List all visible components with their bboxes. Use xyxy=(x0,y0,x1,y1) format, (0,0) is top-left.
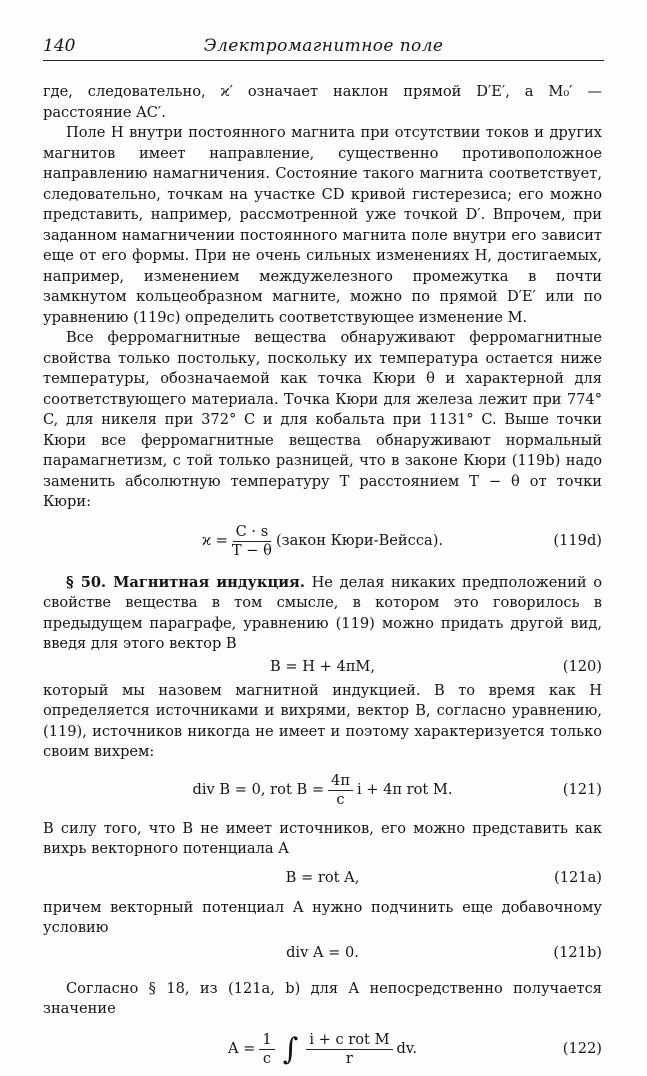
eq-expr: B = rot A, xyxy=(285,869,360,887)
fraction xyxy=(328,772,353,809)
running-title: Электромагнитное поле xyxy=(203,36,444,56)
eq-left: div B = 0, rot B = xyxy=(192,781,325,799)
fraction xyxy=(306,1031,392,1068)
section-text: Не делая никаких предположений о свойстве вещества в том смысле, в котором это говорилось в предыдущем параграфе, уравнению (119) можно придать другой вид, введя для этого вектор B xyxy=(43,573,602,652)
fraction-denominator: c xyxy=(336,791,345,808)
equation-number: (121) xyxy=(562,781,602,799)
paragraph: причем векторный потенциал A нужно подчинить еще добавочному условию xyxy=(43,898,602,936)
fraction-numerator: C · s xyxy=(233,523,272,542)
fraction-denominator: r xyxy=(345,1050,353,1067)
integral-sign: ∫ xyxy=(282,1031,299,1067)
paragraph: который мы назовем магнитной индукцией. В то время как H определяется источниками и вихрями, вектор B, согласно уравнению, (119), источников никогда не имеет и поэтому характеризуется только своим вихрем: xyxy=(43,681,602,760)
equation-119d xyxy=(43,519,602,565)
fraction-denominator: c xyxy=(262,1050,272,1067)
page-header xyxy=(43,34,604,61)
equation-number: (120) xyxy=(562,658,602,676)
equation-121b xyxy=(43,939,602,969)
paragraph: Все ферромагнитные вещества обнаруживают ферромагнитные свойства только постольку, поскольку их температура остается ниже температуры, обозначаемой как точка Кюри θ и характерной для соответствующего материала. Точка Кюри для железа лежит при 774° C, для никеля при 372° C и для кобальта при 1131° C. Выше точки Кюри все ферромагнитные вещества обнаруживают нормальный парамагнетизм, с той только разницей, что в законе Кюри (119b) надо заменить абсолютную температуру T расстоянием T − θ от точки Кюри: xyxy=(43,329,602,510)
page-number: 140 xyxy=(43,36,76,56)
fraction xyxy=(232,523,272,560)
paragraph: Поле H внутри постоянного магнита при отсутствии токов и других магнитов имеет направление, существенно противоположное направлению намагничения. Состояние такого магнита соответствует, следовательно, точкам на участке CD кривой гистерезиса; его можно представить, например, рассмотренной уже точкой D′. Впрочем, при заданном намагничении постоянного магнита поле внутри его зависит еще от его формы. При не очень сильных изменениях H, достигаемых, например, изменением междужелезного промежутка в почти замкнутом кольцеобразном магните, можно по прямой D′E′ или по уравнению (119c) определить соответствующее изменение M. xyxy=(43,124,602,326)
equation-121a xyxy=(43,860,602,898)
section-paragraph xyxy=(43,573,602,655)
equation-number: (119d) xyxy=(553,532,602,550)
eq-expr: div A = 0. xyxy=(286,944,359,962)
eq-rhs: (закон Кюри-Вейсса). xyxy=(275,532,444,550)
equation-122 xyxy=(43,1024,602,1076)
paragraph: Согласно § 18, из (121a, b) для A непосредственно получается значение xyxy=(43,979,602,1017)
fraction-numerator: i + c rot M xyxy=(306,1031,392,1050)
paragraph: В силу того, что B не имеет источников, его можно представить как вихрь векторного потенциала A xyxy=(43,819,602,857)
equation-number: (121b) xyxy=(553,944,602,962)
equation-number: (121a) xyxy=(554,869,602,887)
eq-right: i + 4π rot M. xyxy=(356,781,453,799)
fraction xyxy=(259,1031,274,1068)
section-heading: § 50. Магнитная индукция. xyxy=(66,573,305,591)
eq-lhs: ϰ = xyxy=(201,532,228,550)
fraction-denominator: T − θ xyxy=(231,542,272,559)
page-body xyxy=(43,82,602,1076)
eq-rhs: dv. xyxy=(396,1040,418,1058)
fraction-numerator: 4π xyxy=(328,772,353,791)
eq-lhs: A = xyxy=(227,1040,256,1058)
equation-number: (122) xyxy=(562,1040,602,1058)
equation-120 xyxy=(43,655,602,681)
eq-expr: B = H + 4πM, xyxy=(270,658,375,676)
paragraph: где, следовательно, ϰ′ означает наклон прямой D′E′, а M₀′ — расстояние AC′. xyxy=(43,83,602,121)
equation-121 xyxy=(43,767,602,815)
fraction-numerator: 1 xyxy=(259,1031,274,1050)
